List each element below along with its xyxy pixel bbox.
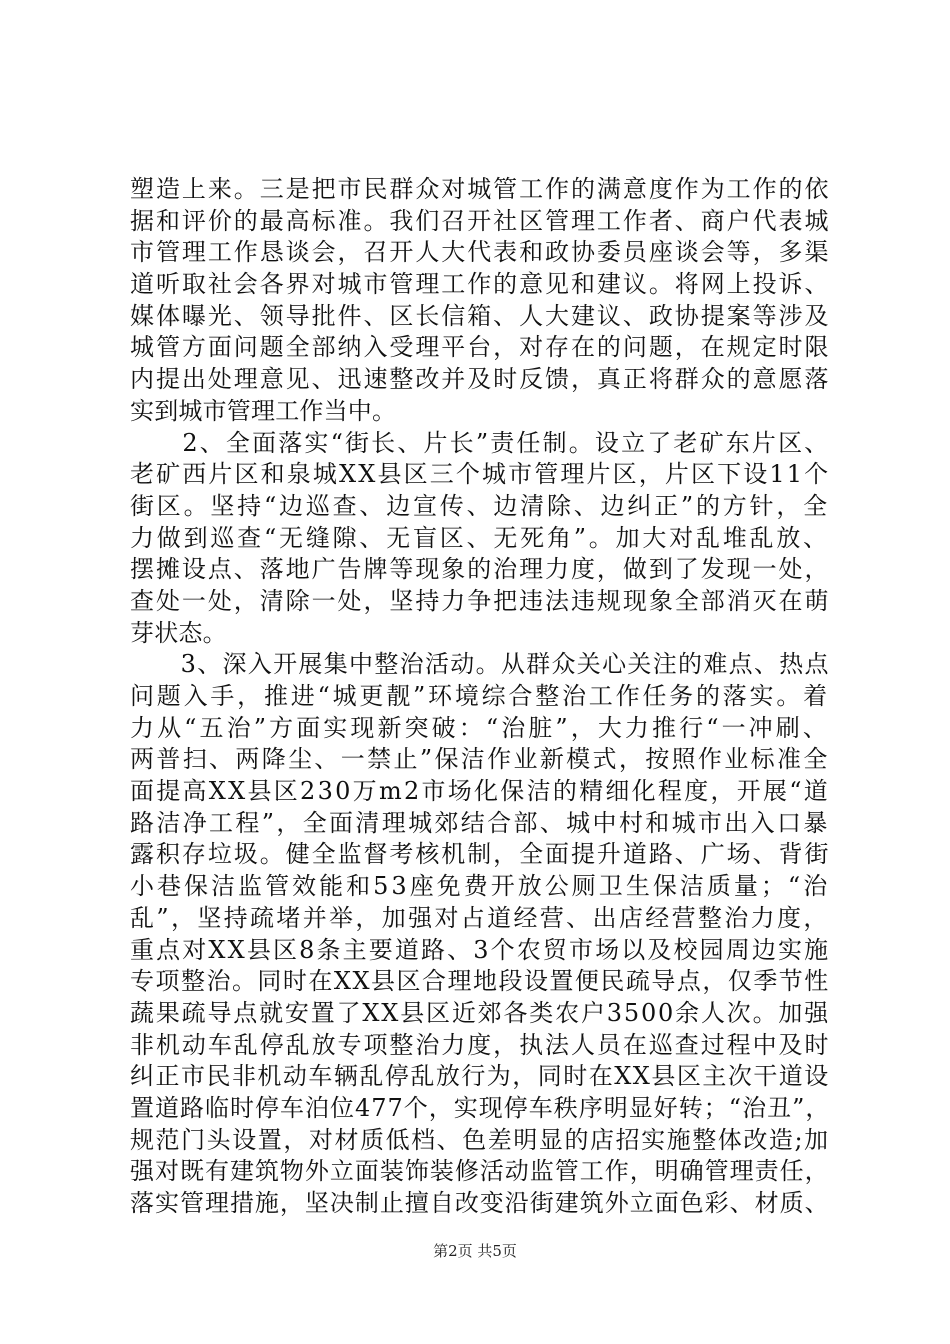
- paragraph-line: 据和评价的最高标准。我们召开社区管理工作者、商户代表城: [130, 206, 830, 235]
- paragraph-line: 2、全面落实“街长、片长”责任制。设立了老矿东片区、: [130, 428, 830, 457]
- paragraph-line: 媒体曝光、领导批件、区长信箱、人大建议、政协提案等涉及: [130, 301, 830, 330]
- paragraph-line: 面提高XX县区230万m2市场化保洁的精细化程度，开展“道: [130, 777, 830, 806]
- paragraph-line: 专项整治。同时在XX县区合理地段设置便民疏导点，仅季节性: [130, 967, 830, 996]
- paragraph-line: 力做到巡查“无缝隙、无盲区、无死角”。加大对乱堆乱放、: [130, 523, 830, 552]
- paragraph-line: 实到城市管理工作当中。: [130, 396, 397, 425]
- paragraph-line: 路洁净工程”，全面清理城郊结合部、城中村和城市出入口暴: [130, 808, 830, 837]
- paragraph-line: 摆摊设点、落地广告牌等现象的治理力度，做到了发现一处，: [130, 555, 830, 584]
- paragraph-line: 3、深入开展集中整治活动。从群众关心关注的难点、热点: [130, 650, 830, 679]
- paragraph-line: 落实管理措施，坚决制止擅自改变沿街建筑外立面色彩、材质、: [130, 1189, 830, 1217]
- paragraph-line: 道听取社会各界对城市管理工作的意见和建议。将网上投诉、: [130, 270, 830, 299]
- page-footer: 第2页 共5页: [433, 1242, 517, 1260]
- paragraph-line: 强对既有建筑物外立面装饰装修活动监管工作，明确管理责任，: [130, 1157, 830, 1186]
- paragraph-line: 问题入手，推进“城更靓”环境综合整治工作任务的落实。着: [130, 682, 830, 710]
- paragraph-line: 市管理工作恳谈会，召开人大代表和政协委员座谈会等，多渠: [130, 238, 830, 267]
- paragraph-line: 纠正市民非机动车辆乱停乱放行为，同时在XX县区主次干道设: [130, 1062, 830, 1091]
- paragraph-line: 城管方面问题全部纳入受理平台，对存在的问题，在规定时限: [130, 333, 830, 362]
- paragraph-line: 两普扫、两降尘、一禁止”保洁作业新模式，按照作业标准全: [130, 745, 830, 774]
- paragraph-line: 蔬果疏导点就安置了XX县区近郊各类农户3500余人次。加强: [130, 998, 830, 1027]
- paragraph-line: 置道路临时停车泊位477个，实现停车秩序明显好转；“治丑”，: [130, 1093, 830, 1122]
- paragraph-line: 老矿西片区和泉城XX县区三个城市管理片区，片区下设11个: [130, 460, 830, 489]
- paragraph-line: 乱”，坚持疏堵并举，加强对占道经营、出店经营整治力度，: [130, 903, 830, 932]
- paragraph-line: 街区。坚持“边巡查、边宣传、边清除、边纠正”的方针，全: [130, 491, 830, 520]
- paragraph-line: 力从“五治”方面实现新突破：“治脏”，大力推行“一冲刷、: [130, 713, 830, 742]
- paragraph-line: 露积存垃圾。健全监督考核机制，全面提升道路、广场、背街: [130, 840, 830, 869]
- paragraph-line: 塑造上来。三是把市民群众对城管工作的满意度作为工作的依: [130, 175, 830, 203]
- paragraph-line: 非机动车乱停乱放专项整治力度，执法人员在巡查过程中及时: [130, 1030, 830, 1059]
- paragraph-line: 小巷保洁监管效能和53座免费开放公厕卫生保洁质量；“治: [130, 872, 830, 901]
- paragraph-line: 重点对XX县区8条主要道路、3个农贸市场以及校园周边实施: [130, 935, 830, 964]
- document-body: [130, 174, 830, 1220]
- paragraph-line: 查处一处，清除一处，坚持力争把违法违规现象全部消灭在萌: [130, 586, 830, 615]
- paragraph-line: 规范门头设置，对材质低档、色差明显的店招实施整体改造;加: [130, 1125, 830, 1154]
- paragraph-line: 内提出处理意见、迅速整改并及时反馈，真正将群众的意愿落: [130, 365, 830, 394]
- paragraph-line: 芽状态。: [130, 618, 227, 647]
